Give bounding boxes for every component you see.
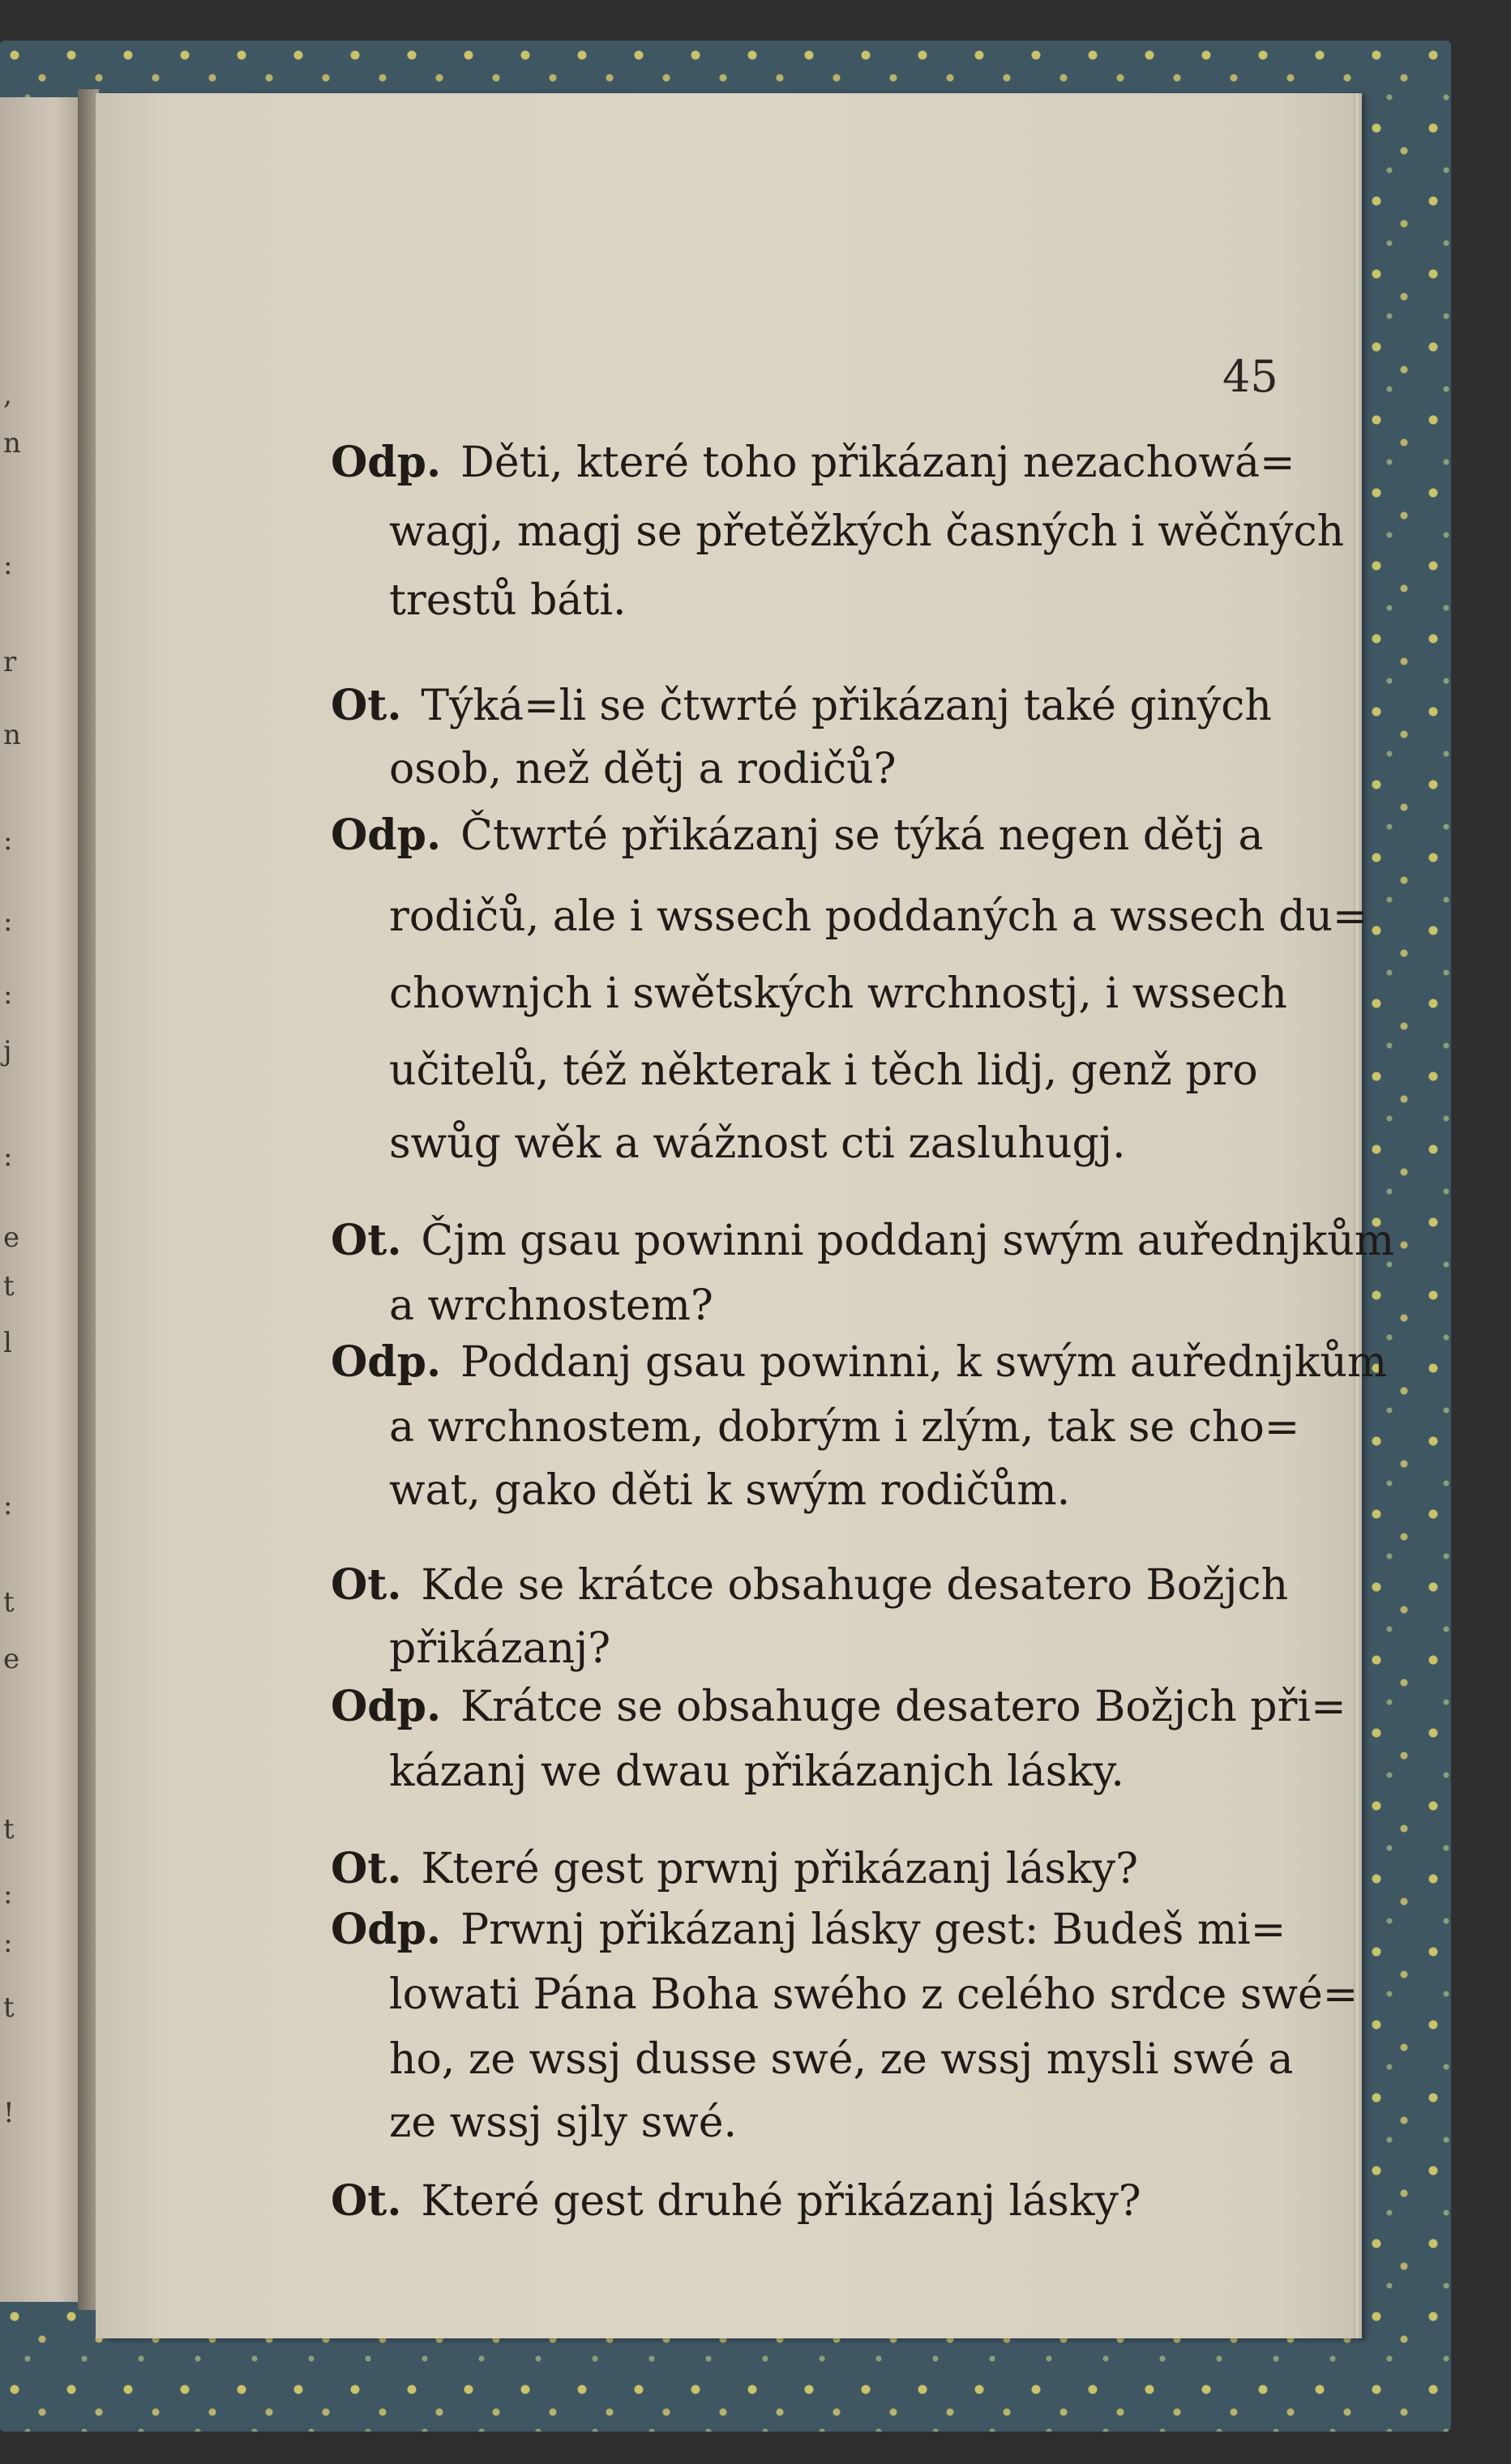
line-text: Které gest druhé přikázanj lásky? xyxy=(421,2177,1141,2226)
text-line xyxy=(389,2098,738,2147)
text-line xyxy=(389,1466,1071,1515)
page-number: 45 xyxy=(1222,351,1278,402)
text-line xyxy=(389,1046,1258,1095)
text-line xyxy=(389,507,1345,556)
prev-mark: ! xyxy=(3,2097,15,2129)
line-text: Prwnj přikázanj lásky gest: Budeš mi= xyxy=(460,1906,1286,1954)
line-text: trestů báti. xyxy=(389,576,627,625)
prev-mark: : xyxy=(3,978,13,1011)
text-line xyxy=(331,681,1272,730)
line-text: swůg wěk a wážnost cti zasluhugj. xyxy=(389,1119,1126,1168)
line-text: a wrchnostem, dobrým i zlým, tak se cho= xyxy=(389,1403,1300,1452)
prev-mark: : xyxy=(3,1878,13,1910)
prev-mark: e xyxy=(3,1643,20,1675)
line-text: učitelů, též některak i těch lidj, genž pro xyxy=(389,1046,1258,1095)
line-text: wat, gako děti k swým rodičům. xyxy=(389,1466,1071,1515)
line-label: Odp. xyxy=(331,438,442,487)
line-label: Odp. xyxy=(331,1682,442,1731)
line-text: Týká=li se čtwrté přikázanj také giných xyxy=(421,682,1272,730)
line-label: Ot. xyxy=(331,2176,402,2226)
text-line xyxy=(331,2176,1141,2226)
line-label: Ot. xyxy=(331,681,402,730)
line-text: Kde se krátce obsahuge desatero Božjch xyxy=(421,1561,1289,1610)
prev-mark: n xyxy=(3,719,21,751)
line-text: osob, než dětj a rodičů? xyxy=(389,745,897,794)
line-text: chownjch i swětských wrchnostj, i wssech xyxy=(389,969,1287,1018)
text-line xyxy=(331,1844,1138,1893)
line-text: Poddanj gsau powinni, k swým auřednjkům xyxy=(460,1338,1388,1387)
prev-mark: : xyxy=(3,549,13,581)
line-text: wagj, magj se přetěžkých časných i wěčných xyxy=(389,507,1345,556)
prev-mark: e xyxy=(3,1221,20,1254)
line-text: Čtwrté přikázanj se týká negen dětj a xyxy=(460,811,1264,860)
prev-mark: : xyxy=(3,824,13,857)
text-line xyxy=(331,1337,1388,1387)
book-page xyxy=(96,93,1395,2338)
prev-mark: t xyxy=(3,1813,15,1846)
text-line xyxy=(389,2035,1294,2084)
text-line xyxy=(331,1905,1286,1954)
prev-mark: : xyxy=(3,905,13,938)
text-line xyxy=(389,576,627,625)
line-text: ho, ze wssj dusse swé, ze wssj mysli swé a xyxy=(389,2035,1294,2084)
line-label: Odp. xyxy=(331,1905,442,1954)
line-text: ze wssj sjly swé. xyxy=(389,2098,738,2147)
prev-mark: t xyxy=(3,1991,15,2024)
prev-mark: l xyxy=(3,1327,12,1359)
text-line xyxy=(331,438,1295,487)
line-label: Ot. xyxy=(331,1560,402,1610)
text-line xyxy=(389,1281,713,1330)
line-text: a wrchnostem? xyxy=(389,1281,713,1330)
prev-mark: r xyxy=(3,646,17,678)
prev-mark: , xyxy=(3,379,12,411)
previous-page-marks xyxy=(3,97,28,2302)
line-text: Čjm gsau powinni poddanj swým auřednjkům xyxy=(421,1217,1395,1265)
line-text: rodičů, ale i wssech poddaných a wssech du= xyxy=(389,892,1368,941)
line-text: Děti, které toho přikázanj nezachowá= xyxy=(460,438,1295,487)
line-text: kázanj we dwau přikázanjch lásky. xyxy=(389,1747,1124,1796)
line-text: Krátce se obsahuge desatero Božjch při= xyxy=(460,1683,1346,1731)
text-line xyxy=(331,1560,1289,1610)
line-label: Ot. xyxy=(331,1216,402,1265)
text-line xyxy=(389,745,897,794)
text-line xyxy=(389,1119,1126,1168)
line-label: Odp. xyxy=(331,1337,442,1387)
line-text: lowati Pána Boha swého z celého srdce swé= xyxy=(389,1970,1359,2019)
prev-mark: n xyxy=(3,427,21,460)
line-text: přikázanj? xyxy=(389,1624,611,1673)
line-text: Které gest prwnj přikázanj lásky? xyxy=(421,1845,1138,1893)
text-line xyxy=(389,892,1368,941)
text-line xyxy=(389,1624,611,1673)
line-label: Ot. xyxy=(331,1844,402,1893)
prev-mark: t xyxy=(3,1270,15,1303)
prev-mark: : xyxy=(3,1140,13,1173)
line-label: Odp. xyxy=(331,811,442,860)
text-line xyxy=(331,1216,1395,1265)
text-line xyxy=(389,1970,1359,2019)
text-line xyxy=(331,1682,1346,1731)
prev-mark: j xyxy=(3,1035,12,1067)
text-line xyxy=(389,969,1287,1018)
text-line xyxy=(331,811,1264,860)
text-line xyxy=(389,1403,1300,1452)
previous-page-edge xyxy=(0,97,89,2302)
prev-mark: : xyxy=(3,1927,13,1959)
prev-mark: : xyxy=(3,1489,13,1521)
text-line xyxy=(389,1747,1124,1796)
prev-mark: t xyxy=(3,1586,15,1619)
